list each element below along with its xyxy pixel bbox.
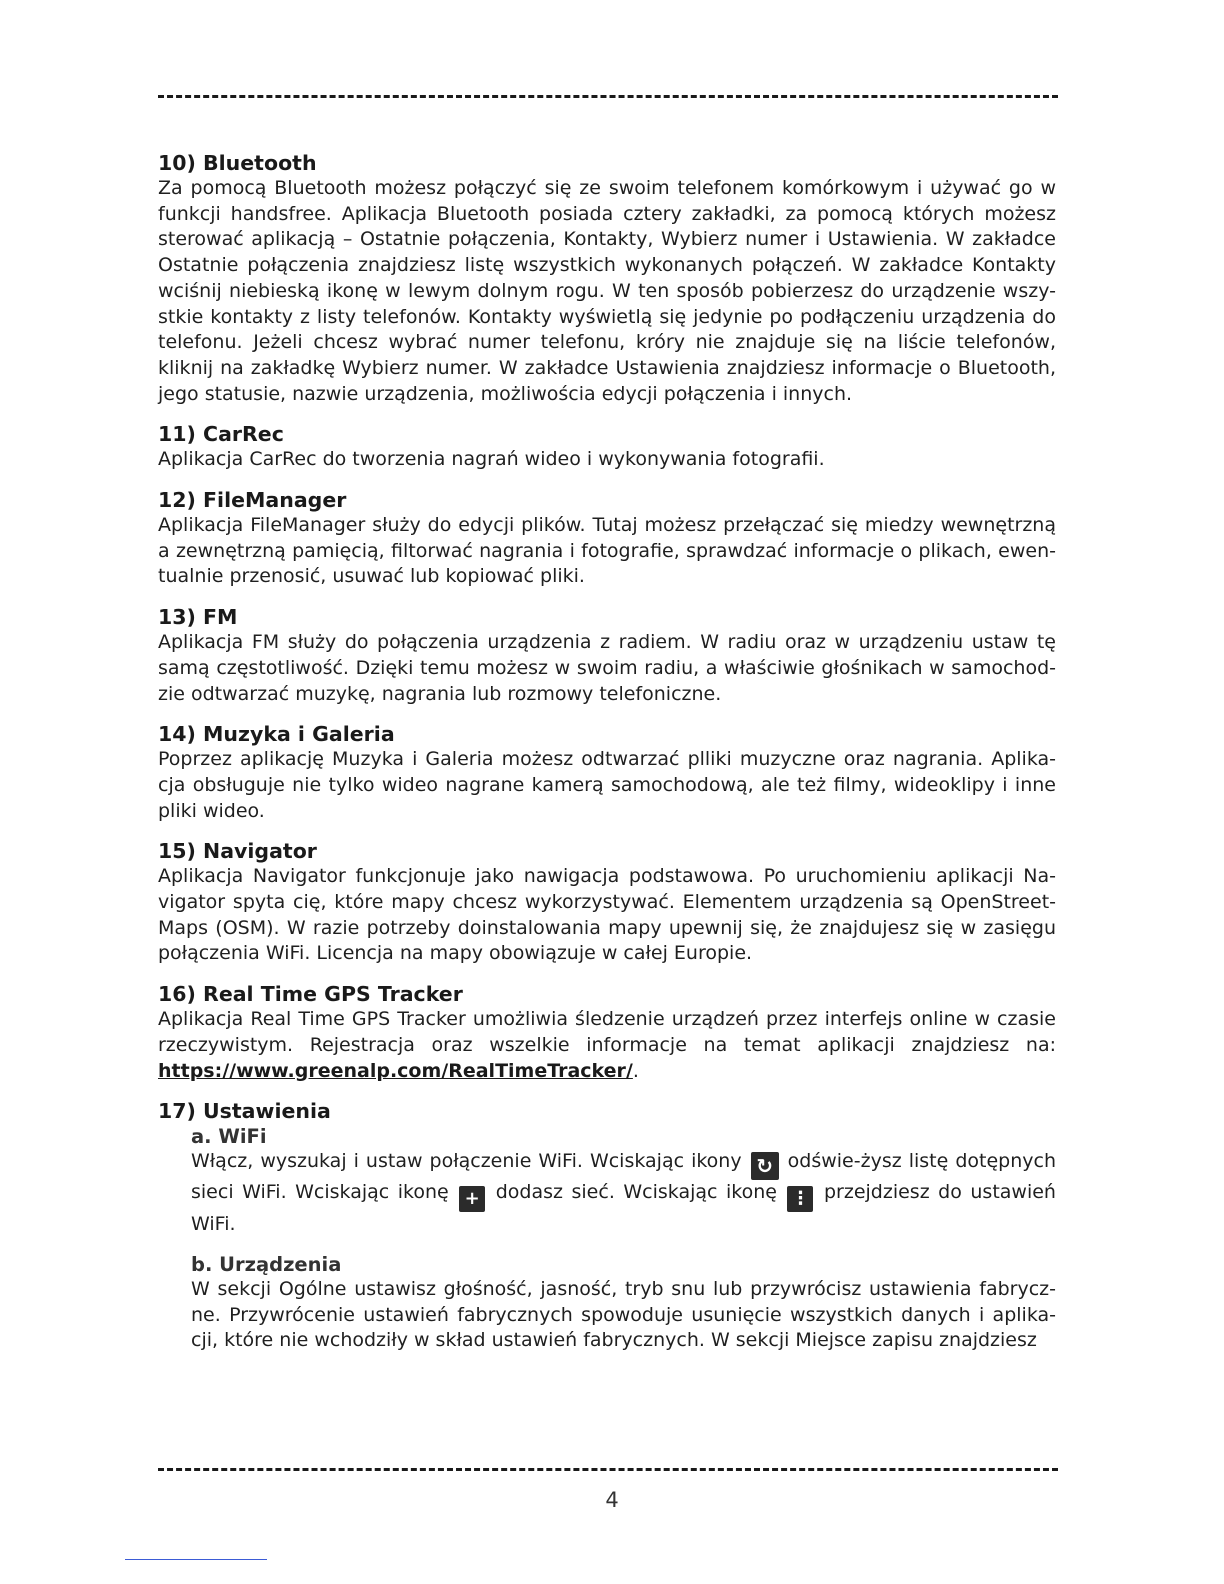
bottom-dashed-rule	[158, 1468, 1058, 1471]
section-heading: 15) Navigator	[158, 839, 317, 864]
subsection-heading: b. Urządzenia	[191, 1252, 342, 1276]
section-heading: 16) Real Time GPS Tracker	[158, 982, 463, 1007]
overflow-menu-icon: ⋮	[787, 1186, 813, 1212]
subsection-devices	[191, 1252, 1056, 1354]
section-gps-tracker	[158, 981, 1056, 1084]
wifi-text: dodasz sieć. Wciskając ikonę	[495, 1181, 777, 1204]
section-bluetooth	[158, 150, 1056, 407]
footnote-divider	[125, 1559, 267, 1560]
tracker-link[interactable]: https://www.greenalp.com/RealTimeTracker/	[158, 1059, 633, 1082]
subsection-heading: a. WiFi	[191, 1125, 267, 1149]
section-carrec	[158, 421, 1056, 473]
section-heading: 10) Bluetooth	[158, 151, 317, 175]
wifi-body	[191, 1149, 1056, 1238]
section-music-gallery	[158, 721, 1056, 824]
page-number: 4	[605, 1488, 619, 1512]
devices-body: W sekcji Ogólne ustawisz głośność, jasność, tryb snu lub przywrócisz ustawienia fabrycz-ne. Przywrócenie ustawień fabrycznych spowoduje usunięcie wszystkich danych i aplika-cji, które nie wchodziły w skład ustawień fabrycznych. W sekcji Miejsce zapisu znajdziesz	[191, 1277, 1056, 1352]
page-content	[158, 150, 1056, 1368]
section-body: Aplikacja FileManager służy do edycji plików. Tutaj możesz przełączać się miedzy wewnętrzną a zewnętrzną pamięcią, filtorwać nagrania i fotografie, sprawdzać informacje o plikach, ewen-tualnie przenosić, usuwać lub kopiować pliki.	[158, 514, 1056, 588]
wifi-text: odświe-żysz listę dotępnych sieci WiFi. Wciskając ikonę	[191, 1150, 1057, 1204]
section-heading: 13) FM	[158, 605, 238, 630]
wifi-text: Włącz, wyszukaj i ustaw połączenie WiFi. Wciskając ikony	[191, 1150, 742, 1173]
section-settings	[158, 1098, 1056, 1354]
subsection-wifi	[191, 1124, 1056, 1238]
section-body: Za pomocą Bluetooth możesz połączyć się ze swoim telefonem komórkowym i używać go w funkcji handsfree. Aplikacja Bluetooth posiada cztery zakładki, za pomocą których możesz sterować aplikacją – Ostatnie połączenia, Kontakty, Wybierz numer i Ustawienia. W zakładce Ostatnie połączenia znajdziesz listę wszystkich wykonanych połączeń. W zakładce Kontakty wciśnij niebieską ikonę w lewym dolnym rogu. W ten sposób pobierzesz do urządzenie wszy-stkie kontakty z listy telefonów. Kontakty wyświetlą się jedynie po podłączeniu urządzenia do telefonu. Jeżeli chcesz wybrać numer telefonu, króry nie znajduje się na liście telefonów, kliknij na zakładkę Wybierz numer. W zakładce Ustawienia znajdziesz informacje o Bluetooth, jego statusie, nazwie urządzenia, możliwościa edycji połączenia i innych.	[158, 177, 1056, 405]
section-filemanager	[158, 487, 1056, 590]
section-heading: 14) Muzyka i Galeria	[158, 722, 395, 747]
section-heading: 17) Ustawienia	[158, 1099, 331, 1124]
section-navigator	[158, 838, 1056, 967]
section-body: Aplikacja FM służy do połączenia urządzenia z radiem. W radiu oraz w urządzeniu ustaw tę samą częstotliwość. Dzięki temu możesz w swoim radiu, a właściwie głośnikach w samochod-zie odtwarzać muzykę, nagrania lub rozmowy telefoniczne.	[158, 631, 1056, 705]
section-fm	[158, 604, 1056, 707]
section-body	[158, 1007, 1056, 1084]
section-body: Aplikacja CarRec do tworzenia nagrań wideo i wykonywania fotografii.	[158, 448, 825, 471]
top-dashed-rule	[158, 95, 1058, 98]
section-body: Aplikacja Navigator funkcjonuje jako nawigacja podstawowa. Po uruchomieniu aplikacji Na-vigator spyta cię, które mapy chcesz wykorzystywać. Elementem urządzenia są OpenStreet-Maps (OSM). W razie potrzeby doinstalowania mapy upewnij się, że znajdujesz się w zasięgu połączenia WiFi. Licencja na mapy obowiązuje w całej Europie.	[158, 865, 1056, 965]
link-suffix: .	[632, 1059, 639, 1082]
section-heading: 11) CarRec	[158, 422, 284, 447]
refresh-icon: ↻	[751, 1152, 779, 1180]
gps-body-text: Aplikacja Real Time GPS Tracker umożliwia śledzenie urządzeń przez interfejs online w czasie rzeczywistym. Rejestracja oraz wszelkie informacje na temat aplikacji znajdziesz na:	[158, 1008, 1056, 1056]
section-heading: 12) FileManager	[158, 488, 347, 513]
plus-icon: +	[459, 1186, 485, 1212]
wifi-text: przejdziesz do ustawień WiFi.	[191, 1181, 1056, 1236]
section-body: Poprzez aplikację Muzyka i Galeria możesz odtwarzać plliki muzyczne oraz nagrania. Aplika-cja obsługuje nie tylko wideo nagrane kamerą samochodową, ale też filmy, wideoklipy i inne pliki wideo.	[158, 748, 1056, 822]
